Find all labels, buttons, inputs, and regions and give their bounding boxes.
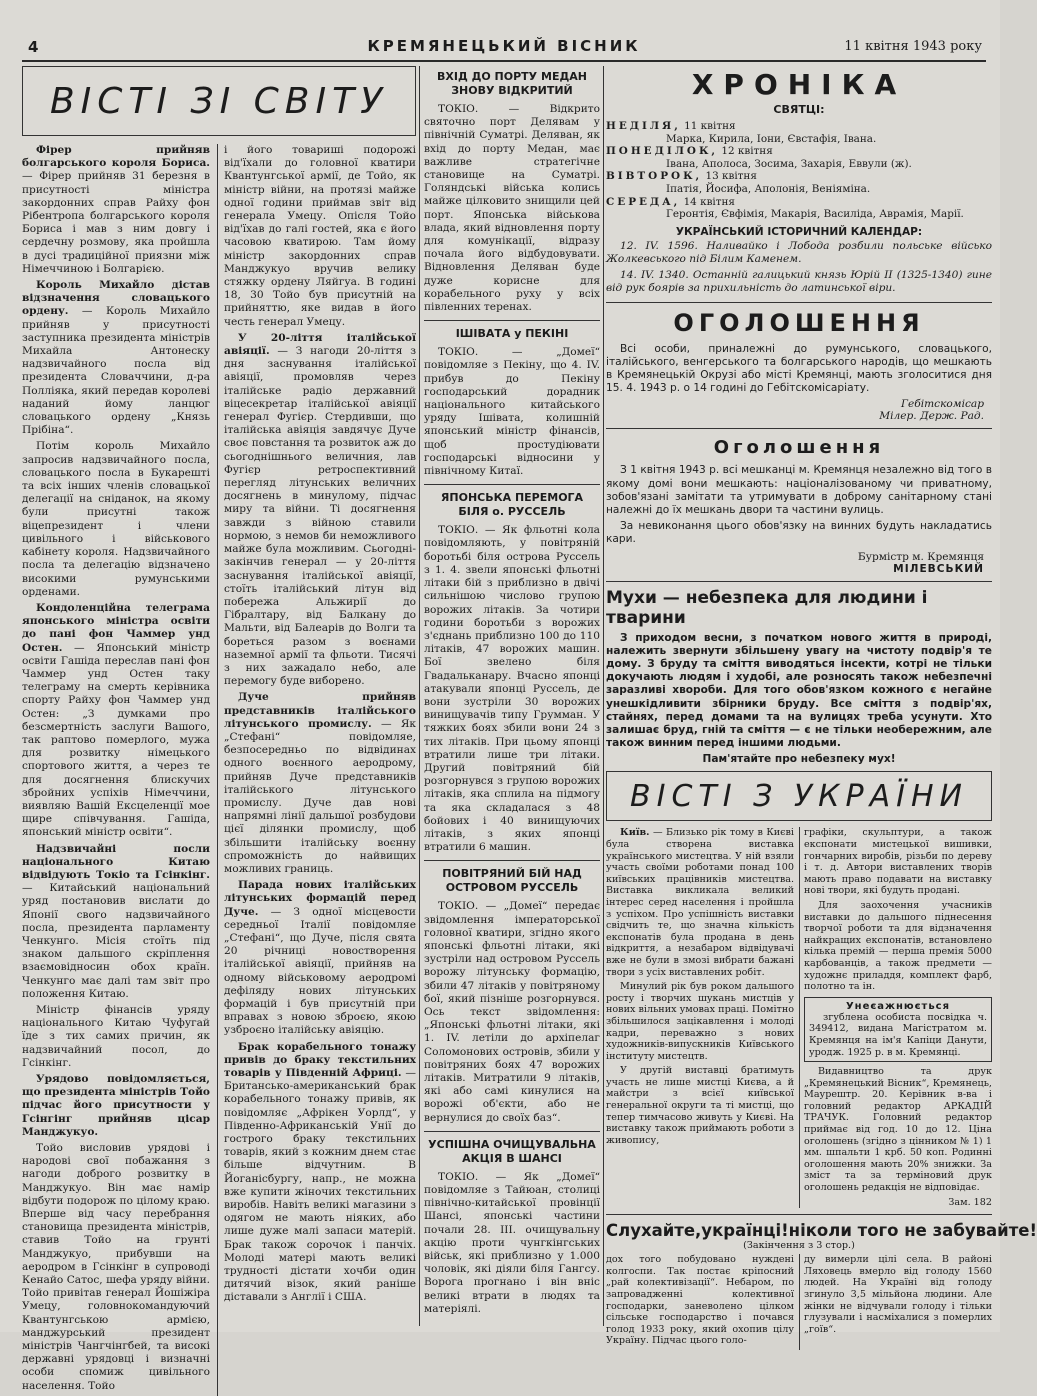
article-body: ТОКІО. — Відкрито святочно порт Делявам у північній Суматрі. Деляван, як вхід до порту Медан, має важливе стратегічне становище на Суматрі. Голяндські війська колись майже цілковито знищили цей порт. Японська військова влада, який відновлення порту для комунікації, відразу почала його відбудовувати. Відновлення Деляван буде дуже корисне для корабельного руху у всіх півленних теренах. xyxy=(424,103,600,314)
news-item: Парада нових італійських літунських формацій перед Дуче. — З одної місцевости середньої Італії повідомляе „Стефані“, що Дуче, після свята 20 річниці новостворення італійської авіяції, прийняв на одному військовому аеродромі дефіляду нових літунських формацій і був присутній при вправах з новою зброєю, якою узброєно італійську авіяцію. xyxy=(224,879,416,1037)
column-divider xyxy=(217,144,218,1396)
lost-document-notice xyxy=(804,997,992,1062)
article-body: ТОКІО. — Як фльотні кола повідомляють, у повітряній боротьбі біля острова Руссель з 1. 4. звели японські фльотні літаки бій з приблизно в двічі сильнішою числово групою ворожих літаків. За чотири години боротьби з ворожих з'єднань приблизно 100 до 110 літаків, 47 ворожих машин. Бої звелено біля Гвадальканару. Вчасно японці атакували японці Руссель, де вони зустріли 30 ворожих винищувачів типу Грумман. У тяжких боях збили вони 24 з тих літаків. При цьому японці втратили лише три літаки. Другий повітряний бій розгорнувся з групою ворожих літаків, яка сплила на підмогу та яка складалася з 48 бойових і 40 винищуючих літаків, з яких японці втратили 6 машин. xyxy=(424,524,600,854)
announcement-title: Оголошення xyxy=(713,437,885,459)
news-item: Надзвичайні посли національного Китаю відвідують Токіо та Гсінкінг. — Китайський національний уряд постановив вислати до Японії свого надзвичайного посла, президента парламенту Ченкунго. Місія стоїть під знаком дальшого скріплення взаємовідносин обох країн. Ченкунго має далі там звіт про положення Китаю. xyxy=(22,842,210,1000)
chronicle-title: ХРОНІКА xyxy=(691,68,907,101)
article-headline: ЯПОНСЬКА ПЕРЕМОГА БІЛЯ о. РУССЕЛЬ xyxy=(440,491,584,519)
saints-subtitle: СВЯТЦІ: xyxy=(773,103,825,116)
divider xyxy=(424,860,600,861)
flies-text: З приходом весни, з початком нового життя в природі, належить звернути збільшену увагу на чистоту подвір'я те дому. З бруду та сміття виводяться інсекти, котрі не тільки докучають людям і худобі, але розносять також небезпечні заразливі хвороби. Для того обов'язком кожного є негайне унешкідливити збірники бруду. Все сміття з подвір'ях, стайнях, перед домами та на вулицях треба усунути. Хто залишає бруд, гній та сміття — є не тільки необережним, але також винним перед іншими людьми. xyxy=(606,631,992,750)
slogan-subtitle: (Закінчення з 3 стор.) xyxy=(743,1240,855,1252)
ukraine-news-title: ВІСТІ З УКРАЇНИ xyxy=(630,778,968,814)
divider xyxy=(606,428,992,429)
column-divider xyxy=(603,66,604,1326)
calendar-entry: 12. IV. 1596. Наливайко і Лобода розбили польське військо Жолкевського під Білим Каменем. xyxy=(606,239,992,265)
foreign-news-column xyxy=(424,66,600,1319)
masthead xyxy=(22,34,986,62)
flies-closing: Пам'ятайте про небезпеку мух! xyxy=(702,753,896,766)
notice-title: Унеєажнюється xyxy=(845,1000,951,1012)
calendar-title: УКРАЇНСЬКИЙ ІСТОРИЧНИЙ КАЛЕНДАР: xyxy=(675,225,923,238)
announcement-signature: Гебітскомісар Мілер. Держ. Рад. xyxy=(879,398,984,423)
article-body: ТОКІО. — Як „Домеї“ повідомляе з Тайюан, столиці північно-китайської провінції Шансі, японські частини почали 28. III. очищувальну акцію проти чунгкінгських військ, які приблизно у 1.000 чоловік, які діяли біля Гангсу. Ворога прогнано і він вніс великі втрати в людях та матеріялі. xyxy=(424,1170,600,1315)
world-news-column xyxy=(22,66,416,1396)
divider xyxy=(424,1131,600,1132)
ukraine-news-left xyxy=(606,827,794,1208)
announcement-signature: Бурмістр м. Кремянця МІЛЕВСЬКИЙ xyxy=(857,550,984,575)
news-item: Минулий рік був роком дальшого росту і творчих шукань мистців у нових вільних умовах праці. Помітно збільшилося зацікавлення і молоді кадри, переважно з нових художників-випускників Київського інституту мистецтв. xyxy=(606,981,794,1062)
news-item: Потім король Михайло запросив надзвичайного посла, словацького посла в Букарешті та всіх інших членів словацької делегації на сніданок, на якому були присутні також віцепрезидент і члени цивільного і військового кабінету короля. Надзвичайного посла та делегацію відзначено високими румунськими орденами. xyxy=(22,440,210,598)
publisher-ref: Зам. 182 xyxy=(948,1196,992,1208)
slogan-title: Слухайте,українці!ніколи того не забувайте! xyxy=(606,1221,1037,1241)
news-item: Для заохочення учасників виставки до дальшого піднесення творчої роботи та для відзначення найкращих експонатів, встановлено кілька премій — перша премія 5000 карбованців, а також предмети — художнє приладдя, комплект фарб, полотно та ін. xyxy=(804,899,992,993)
ukraine-news-right xyxy=(804,827,992,1208)
newspaper-title: КРЕМЯНЕЦЬКИЙ ВІСНИК xyxy=(367,37,641,55)
announcement-text: Всі особи, приналежні до румунського, словацького, італійського, венгерського та болгарського народів, що мешкають в Кремянецькій Окрузі або місті Кремянці, мають зголоситися дня 15. 4. 1943 р. о 14 годині до Гебітскомісаріату. xyxy=(606,342,992,395)
divider xyxy=(606,1214,992,1215)
article-headline: ПОВІТРЯНИЙ БІЙ НАД ОСТРОВОМ РУССЕЛЬ xyxy=(442,867,582,895)
slogan-text-right: ду вимерли цілі села. В районі Ляховець вмерло від голоду 1560 людей. На Україні від голоду згинуло 3,5 мільйона людини. Але жінки не відчували голоду і тільки глузували і насміхалися з померлих „гоїв“. xyxy=(804,1254,992,1335)
news-item: і його товариші подорожі від'їхали до головної кватири Квантунгської армії, де Тойо, як міністр війни, на протязі майже одної години приймав звіт від генерала Умецу. Опісля Тойо від'їхав до галі гостей, яка є його часовою кватирою. Там йому міністр закордонних справ Манджукуо вручив велику стяжку ордену Ляйгуа. В годині 18, 30 Тойо був присутній на прийняттю, яке видав в його честь генерал Умецу. xyxy=(224,144,416,328)
news-item: У 20-ліття італійської авіяції. — З нагоди 20-ліття з дня заснування італійської авіяції, промовляв через італійське радіо державний віцесекретар італійської авіяції генерал Фугієр. Стердивши, що італійська авіяція завдячує Дуче своє повстання та розвиток аж до сьогоднішнього величния, лав Фугієр ретроспективний перегляд літунських величних досягнень в минулому, підчас миру та війни. Ті досягнення завжди з війною ставили нормою, з немов би неможливого майже була можливим. Сьогодні-закінчив генерал — у 20-ліття заснування італійської авіяції, стоїть італійський літун від побережа Альжирії до Гібралтару, від Балкану до Мальти, від Балеарів до Волги та бореться разом з воєнами наземної армії та фльоти. Тисячі з них зажадало небо, але перемогу буде виборено. xyxy=(224,331,416,688)
article-body: ТОКІО. — „Домеї“ передає звідомлення імператорської головної кватири, згідно якого японські фльотні літаки, які зустріли над островом Руссель ворожу літунську формацію, збили 47 літаків у повітряному бої, який пізніше розгорнувся. Ось текст звідомлення: „Японські фльотні літаки, які 1. IV. летіли до архіпелаг Соломонових островів, збили у повітряних боях 47 ворожих літаків. Митратили 9 літаків, які або самі кинулися на ворожі об'єкти, або не вернулися до своїх баз“. xyxy=(424,900,600,1124)
news-item: Король Михайло дістав відзначення словацького ордену. — Король Михайло прийняв у присутності заступника президента міністрів Михайла Антонеску надзвичайного посла від президента Словаччини, д-ра Полліяка, який передав королеві наданий йому ланцюг словацького ордену „Князь Прібіна“. xyxy=(22,279,210,437)
column-divider xyxy=(419,66,420,1326)
news-item: Урядово повідомляється, що президента міністрів Тойо підчас його присутности у Гсінгінг прийняв цісар Манджукуо. xyxy=(22,1073,210,1138)
saints-day: ВІВТОРОК, 13 квітня Іпатія, Йосифа, Аполонія, Веніяміна. xyxy=(606,170,871,195)
divider xyxy=(424,484,600,485)
saints-day: ПОНЕДІЛОК, 12 квітня Івана, Аполоса, Зосима, Захарія, Еввули (ж). xyxy=(606,145,912,170)
ukraine-news-banner xyxy=(606,771,992,821)
article-body: ТОКІО. — „Домеї“ повідомляе з Пекіну, що 4. IV. прибув до Пекіну господарський дорадник національного китайського уряду Ішівата, колишній японський міністр фінансів, щоб простудіювати господарські відносини у північному Китаї. xyxy=(424,346,600,478)
world-news-title: ВІСТІ ЗІ СВІТУ xyxy=(49,80,389,122)
world-news-left xyxy=(22,144,210,1396)
article-headline: УСПІШНА ОЧИЩУВАЛЬНА АКЦІЯ В ШАНСІ xyxy=(428,1137,596,1165)
news-item: Брак корабельного тонажу привів до браку текстильних товарів у Південній Африці. — Британсько-американський брак корабельного тонажу привів, як повідомляє „Афрікен Уорлд“, у Південно-Африканській Унії до гострого браку текстильних товарів, який з кожним днем стає більше відчутним. В Йоганісбургу, напр., не можна вже купити жіночих текстильних виробів. Навіть великі магазини з одягом не мають ніяких, або лише дуже малі запаси матерій. Брак також сорочок і панчіх. Молоді матері мають великі трудності дістати хочби один дитячий візок, який раніше діставали з Англії і США. xyxy=(224,1040,417,1304)
world-news-right xyxy=(224,144,416,1396)
slogan-text-left: дох того побудовано нуждені колгоспи. Так постає кріпосний „рай колективізації“. Небаром, по запровадженні колективної господарки, заневолено цілком сільське господарство і почався голод 1933 року, який охопив цілу Україну. Підчас цього голо- xyxy=(606,1254,794,1347)
announcement-text: За невиконання цього обов'язку на винних будуть накладатись кари. xyxy=(606,520,992,546)
article-headline: ВХІД ДО ПОРТУ МЕДАН ЗНОВУ ВІДКРИТИЙ xyxy=(437,70,587,97)
saints-day: НЕДІЛЯ, 11 квітня Марка, Кирила, Іони, Євстафія, Івана. xyxy=(606,120,877,145)
publisher-info: Видавництво та друк „Кремянецький Вісник“, Кремянець, Маурештр. 20. Керівник в-ва і головний редактор АРКАДІЙ ТРАЧУК. Головний редактор приймає від год. 10 до 12. Ціна оголошень (згідно з цінником № 1) 1 мм. шпальти 1 крб. 50 коп. Родинні оголошення мають 20% знижки. За зміст та за терміновий друк оголошень редакція не відповідає. xyxy=(804,1066,992,1194)
column-divider xyxy=(799,1254,800,1350)
saints-day: СЕРЕДА, 14 квітня Геронтія, Євфімія, Макарія, Василіда, Аврамія, Марії. xyxy=(606,195,964,221)
news-item: Фірер прийняв болгарського короля Бориса. — Фірер прийняв 31 березня в присутності міністра закордонних справ Райху фон Рібентропа болгарського короля Бориса і мав з ним довгу і сердечну розмову, яка пройшла в дусі традиційної приязни між Німеччиною і Болгарією. xyxy=(22,144,210,275)
news-item: Дуче прийняв представників італійського літунського промислу. — Як „Стефані“ повідомляе, безпосередньо по відвідинах одного воєнного аеродрому, прийняв Дуче представників італійського літунського промислу. Дуче дав нові напрямні лінії дальшої розбудови цієї ділянки промислу, щоб збільшити італійську воєнну спроможність до найвищих можливих границь. xyxy=(224,691,416,875)
news-item: Київ. — Близько рік тому в Києві була створена виставка українського мистецтва. У ній взяли участь своїми роботами понад 100 київських працівників мистецтва. Виставка викликала великий інтерес серед населення і пройшла з успіхом. Про успішність виставки свідчить те, що значна кількість експонатів була продана в день відкриття, а незабаром відвідувачі вже не були в змозі вибрати бажані твори з усіх виставлених робіт. xyxy=(606,827,794,978)
local-news-column xyxy=(606,66,1037,1350)
divider xyxy=(424,320,600,321)
news-item: Міністр фінансів уряду національного Китаю Чуфугай їде з тих самих причин, як надзвичайний посол, до Гсінкінг. xyxy=(22,1004,210,1069)
world-news-banner xyxy=(22,66,416,136)
announcement-title: ОГОЛОШЕННЯ xyxy=(673,308,925,337)
flies-title: Мухи — небезпека для людини і тварини xyxy=(606,587,928,628)
issue-date: 11 квітня 1943 року xyxy=(844,39,982,54)
divider xyxy=(606,581,992,582)
column-divider xyxy=(799,827,800,1208)
announcement-text: З 1 квітня 1943 р. всі мешканці м. Кремянця незалежно від того в якому домі вони мешкають: націоналізованому чи приватному, зобов'язані замітати та утримувати в доброму санітарному стані належні до їх мешкань двори та частини вулиць. xyxy=(606,464,992,516)
calendar-entry: 14. IV. 1340. Останній галицький князь Юрій II (1325-1340) гине від рук боярів за прихильність до латинської віри. xyxy=(606,269,992,295)
news-item: Тойо висловив урядові і народові свої побажання з нагоди доброго розвитку в Манджукуо. Він має намір відбути подорож по цілому краю. Вперше від часу перебрання становища президента міністрів, ставив Тойо на грунті Манджукуо, прибувши на аеродром в Гсінкінг в супроводі Кенайо Сатос, шефа уряду війни. Тойо привітав генерал Йошіжіра Умецу, головнокомандуючий Квантунгською армією, манджурський президент міністрів Чангчінгбей, та високі державні урядовці і визначні особи спомиж цивільного населення. Тойо xyxy=(22,1142,210,1392)
article-headline: ІШІВАТА у ПЕКІНІ xyxy=(455,327,569,341)
news-item: графіки, скульптури, а також експонати мистецької вишивки, гончарних виробів, різьби по дереву і т. д. Автори виставлених творів мають право подавати на виставку нові твори, які будуть продані. xyxy=(804,827,992,897)
divider xyxy=(606,302,992,303)
page-number: 4 xyxy=(28,38,39,56)
notice-text: згублена особиста посвідка ч. 349412, видана Магістратом м. Кремянця на ім'я Капіци Данути, уродж. 1925 р. в м. Кремянці. xyxy=(809,1011,987,1058)
news-item: Кондоленційна телеграма японського міністра освіти до пані фон Чаммер унд Остен. — Японський міністр освіти Гашіда переслав пані фон Чаммер унд Остен таку телеграму на смерть керівника спорту Райху фон Чаммер унд Остен: „З думками про безсмертність заслуги Вашого, так раптово померлого, мужа для розвитку німецького спортового життя, а через те для досягнення блискучих збройних успіхів Німеччини, виявляю Вашій Ексцеленції мое щире співчування. Гашіда, японський міністр освіти“. xyxy=(22,601,210,839)
news-item: У другій виставці братимуть участь не лише мистці Києва, а й майстри з всієї київської генеральної округи та ті мистці, що тепер тимчасово живуть у Києві. На виставку також приймають роботи з живопису, xyxy=(606,1065,794,1146)
